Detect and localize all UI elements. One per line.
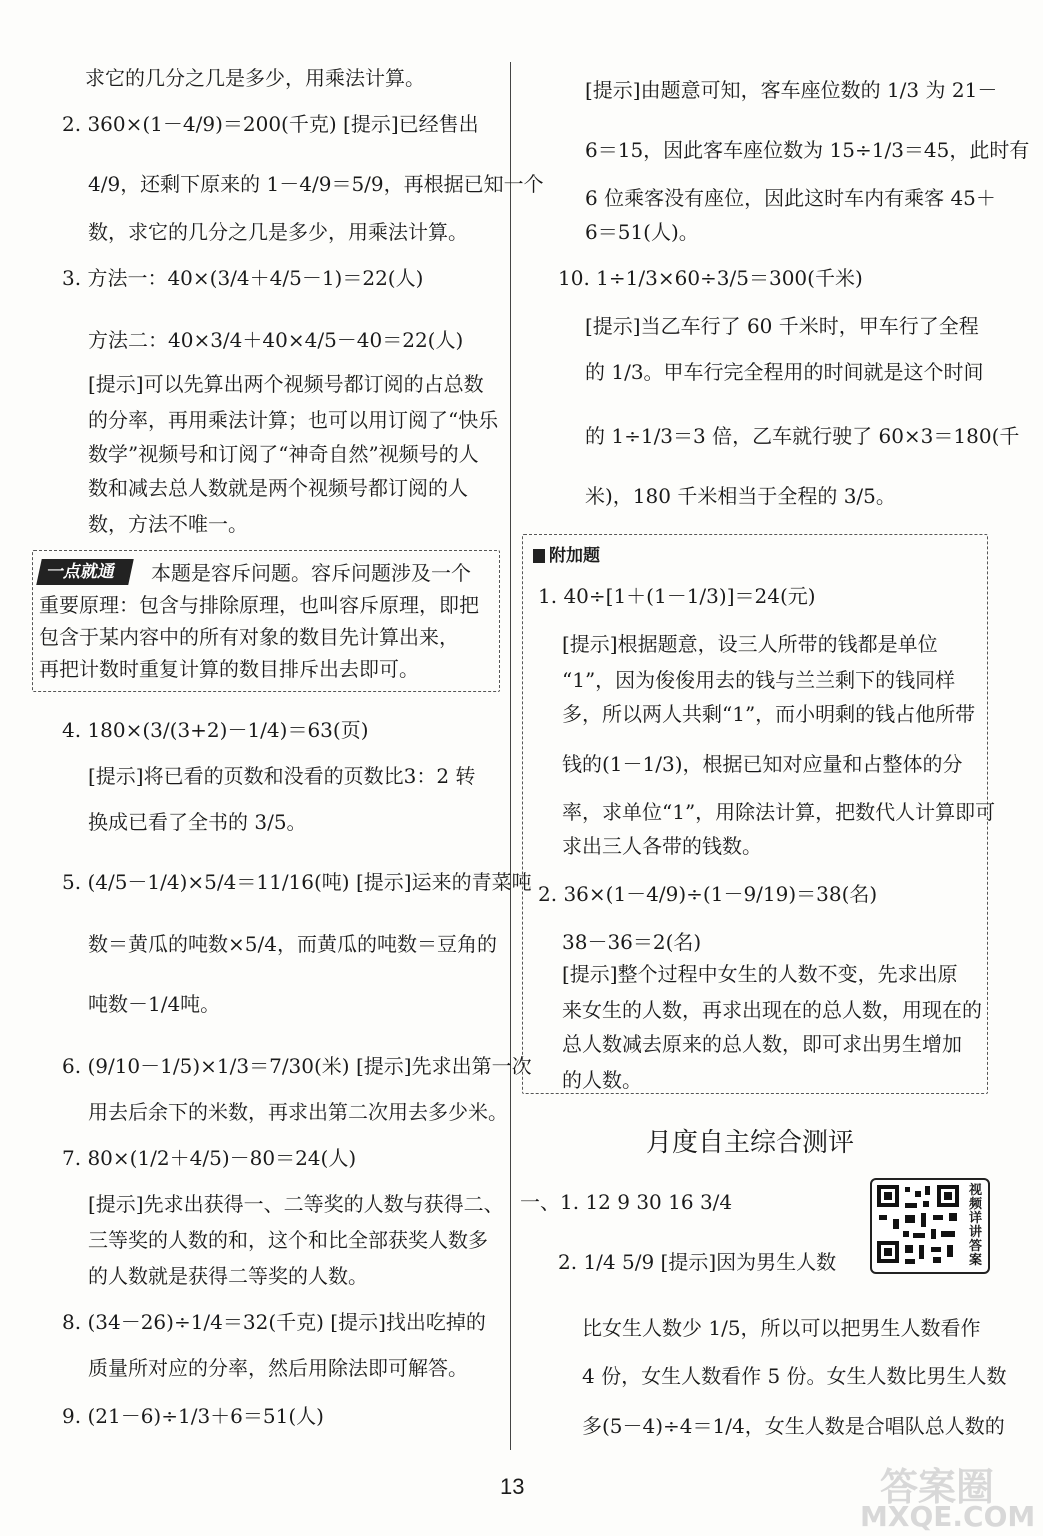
test-answer-line: 4 份，女生人数看作 5 份。女生人数比男生人数 xyxy=(582,1364,1007,1388)
answer-line: 吨数－1/4吨。 xyxy=(88,992,221,1016)
extra-answer-line: [提示]整个过程中女生的人数不变，先求出原 xyxy=(562,962,958,986)
extra-answer-line: 来女生的人数，再求出现在的总人数，用现在的 xyxy=(562,998,982,1022)
extra-answer-line: 1. 40÷[1＋(1－1/3)]＝24(元) xyxy=(538,584,816,608)
tip-line: 重要原理：包含与排除原理，也叫容斥原理，即把 xyxy=(39,593,479,617)
answer-line: [提示]将已看的页数和没看的页数比3：2 转 xyxy=(88,764,476,788)
answer-line: 8. (34－26)÷1/4＝32(千克) [提示]找出吃掉的 xyxy=(62,1310,486,1334)
answer-line: [提示]可以先算出两个视频号都订阅的占总数 xyxy=(88,372,484,396)
answer-line: 数，方法不唯一。 xyxy=(88,512,248,536)
answer-line: [提示]先求出获得一、二等奖的人数与获得二、 xyxy=(88,1192,504,1216)
answer-line: 9. (21－6)÷1/3＋6＝51(人) xyxy=(62,1404,324,1428)
answer-line: 用去后余下的米数，再求出第二次用去多少米。 xyxy=(88,1100,508,1124)
answer-line: 4/9，还剩下原来的 1－4/9＝5/9，再根据已知一个 xyxy=(88,172,544,196)
extra-answer-line: 的人数。 xyxy=(562,1068,642,1092)
qr-code[interactable] xyxy=(870,1178,990,1274)
qr-code-icon xyxy=(875,1183,963,1267)
extra-answer-line: 总人数减去原来的总人数，即可求出男生增加 xyxy=(562,1032,962,1056)
answer-line: 5. (4/5－1/4)×5/4＝11/16(吨) [提示]运来的青菜吨 xyxy=(62,870,532,894)
answer-line: 的人数就是获得二等奖的人数。 xyxy=(88,1264,368,1288)
answer-line: 4. 180×(3/(3+2)－1/4)＝63(页) xyxy=(62,718,369,742)
tip-badge: 一点就通 xyxy=(36,559,134,585)
answer-line: 数学”视频号和订阅了“神奇自然”视频号的人 xyxy=(88,442,479,466)
answer-line: 换成已看了全书的 3/5。 xyxy=(88,810,307,834)
extra-header: 附加题 xyxy=(533,541,600,566)
answer-line: 7. 80×(1/2＋4/5)－80＝24(人) xyxy=(62,1146,357,1170)
answer-line: 质量所对应的分率，然后用除法即可解答。 xyxy=(88,1356,468,1380)
page-number: 13 xyxy=(500,1474,525,1499)
answer-line: 10. 1÷1/3×60÷3/5＝300(千米) xyxy=(558,266,863,290)
answer-line: [提示]由题意可知，客车座位数的 1/3 为 21－ xyxy=(585,78,998,102)
test-answer-line: 多(5－4)÷4＝1/4，女生人数是合唱队总人数的 xyxy=(582,1414,1005,1438)
extra-answer-line: [提示]根据题意，设三人所带的钱都是单位 xyxy=(562,632,938,656)
answer-line: 的 1/3。甲车行完全程用的时间就是这个时间 xyxy=(585,360,984,384)
answer-line: 米)，180 千米相当于全程的 3/5。 xyxy=(585,484,896,508)
answer-line: 3. 方法一：40×(3/4＋4/5－1)＝22(人) xyxy=(62,266,424,290)
answer-line: 6＝51(人)。 xyxy=(585,220,699,244)
column-divider xyxy=(510,62,511,1450)
answer-line: 三等奖的人数的和，这个和比全部获奖人数多 xyxy=(88,1228,488,1252)
answer-line: 数＝黄瓜的吨数×5/4，而黄瓜的吨数＝豆角的 xyxy=(88,932,497,956)
test-answer-line: 2. 1/4 5/9 [提示]因为男生人数 xyxy=(558,1250,837,1274)
answer-line: 2. 360×(1－4/9)＝200(千克) [提示]已经售出 xyxy=(62,112,479,136)
extra-answer-line: “1”，因为俊俊用去的钱与兰兰剩下的钱同样 xyxy=(562,668,956,692)
answer-line: 数，求它的几分之几是多少，用乘法计算。 xyxy=(88,220,468,244)
test-answer-line: 一、1. 12 9 30 16 3/4 xyxy=(520,1190,733,1214)
extra-answer-line: 多，所以两人共剩“1”，而小明剩的钱占他所带 xyxy=(562,702,976,726)
extra-answer-line: 38－36＝2(名) xyxy=(562,930,702,954)
extra-answer-line: 2. 36×(1－4/9)÷(1－9/19)＝38(名) xyxy=(538,882,878,906)
bookmark-icon xyxy=(533,549,545,563)
watermark-logo: 答案圈 xyxy=(880,1465,995,1509)
answer-line: 的 1÷1/3＝3 倍，乙车就行驶了 60×3＝180(千 xyxy=(585,424,1020,448)
answer-line: 方法二：40×3/4＋40×4/5－40＝22(人) xyxy=(88,328,464,352)
test-answer-line: 比女生人数少 1/5，所以可以把男生人数看作 xyxy=(582,1316,981,1340)
extra-answer-line: 求出三人各带的钱数。 xyxy=(562,834,762,858)
tip-line: 本题是容斥问题。容斥问题涉及一个 xyxy=(151,561,471,585)
answer-line: [提示]当乙车行了 60 千米时，甲车行了全程 xyxy=(585,314,979,338)
tip-line: 再把计数时重复计算的数目排斥出去即可。 xyxy=(39,657,419,681)
answer-line: 求它的几分之几是多少，用乘法计算。 xyxy=(85,66,425,90)
section-title: 月度自主综合测评 xyxy=(646,1128,855,1158)
tip-box xyxy=(32,550,500,692)
qr-label: 视频详讲答案 xyxy=(969,1183,983,1268)
answer-line: 数和减去总人数就是两个视频号都订阅的人 xyxy=(88,476,468,500)
watermark-url: MXQE.COM xyxy=(860,1500,1036,1533)
extra-answer-line: 率，求单位“1”，用除法计算，把数代人计算即可 xyxy=(562,800,996,824)
extra-answer-line: 钱的(1－1/3)，根据已知对应量和占整体的分 xyxy=(562,752,963,776)
answer-line: 6 位乘客没有座位，因此这时车内有乘客 45＋ xyxy=(585,186,996,210)
answer-line: 6. (9/10－1/5)×1/3＝7/30(米) [提示]先求出第一次 xyxy=(62,1054,532,1078)
answer-line: 6＝15，因此客车座位数为 15÷1/3＝45，此时有 xyxy=(585,138,1030,162)
tip-line: 包含于某内容中的所有对象的数目先计算出来， xyxy=(39,625,459,649)
answer-line: 的分率，再用乘法计算；也可以用订阅了“快乐 xyxy=(88,408,499,432)
